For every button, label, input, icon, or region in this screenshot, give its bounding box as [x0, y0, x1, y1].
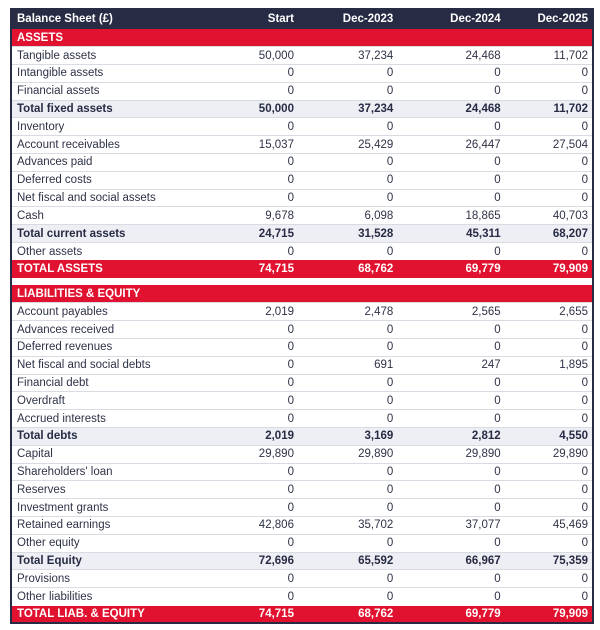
cell-value: 0 — [505, 118, 593, 136]
table-row — [11, 445, 593, 463]
cell-value: 11,702 — [505, 47, 593, 65]
cell-value: 0 — [397, 118, 504, 136]
cell-value: 42,806 — [198, 517, 298, 535]
cell-value: 0 — [198, 65, 298, 83]
cell-value: 691 — [298, 356, 397, 374]
row-label: Tangible assets — [11, 47, 198, 65]
cell-value: 0 — [198, 243, 298, 261]
cell-value: 0 — [505, 410, 593, 428]
cell-value: 0 — [505, 82, 593, 100]
row-label: Deferred revenues — [11, 339, 198, 357]
cell-value: 0 — [505, 321, 593, 339]
cell-value: 0 — [397, 171, 504, 189]
cell-value: 0 — [397, 154, 504, 172]
section-header-row — [11, 29, 593, 47]
cell-value: 0 — [505, 339, 593, 357]
table-row — [11, 243, 593, 261]
cell-value: 0 — [505, 189, 593, 207]
cell-value: 0 — [397, 499, 504, 517]
cell-value: 27,504 — [505, 136, 593, 154]
cell-value: 0 — [505, 588, 593, 606]
cell-value: 0 — [298, 154, 397, 172]
cell-value: 35,702 — [298, 517, 397, 535]
cell-value: 0 — [298, 82, 397, 100]
table-row — [11, 356, 593, 374]
cell-value: 24,468 — [397, 100, 504, 118]
cell-value: 0 — [198, 570, 298, 588]
row-label: Advances received — [11, 321, 198, 339]
cell-value: 29,890 — [505, 445, 593, 463]
cell-value: 37,234 — [298, 47, 397, 65]
cell-value: 0 — [397, 82, 504, 100]
table-row — [11, 303, 593, 321]
column-header-dec-2024: Dec-2024 — [450, 12, 501, 25]
cell-value: 31,528 — [298, 225, 397, 243]
column-header-dec-2025: Dec-2025 — [537, 12, 588, 25]
section-header-label: LIABILITIES & EQUITY — [17, 287, 141, 300]
table-title: Balance Sheet (£) — [17, 12, 113, 25]
row-label: Capital — [11, 445, 198, 463]
cell-value: 0 — [298, 410, 397, 428]
cell-value: 0 — [397, 534, 504, 552]
table-row — [11, 392, 593, 410]
subtotal-row — [11, 225, 593, 243]
cell-value: 0 — [198, 118, 298, 136]
row-label: Retained earnings — [11, 517, 198, 535]
cell-value: 247 — [397, 356, 504, 374]
cell-value: 0 — [198, 481, 298, 499]
row-label: Other assets — [11, 243, 198, 261]
cell-value: 0 — [298, 118, 397, 136]
cell-value: 2,812 — [397, 428, 504, 446]
table-row — [11, 136, 593, 154]
cell-value: 25,429 — [298, 136, 397, 154]
table-row — [11, 154, 593, 172]
cell-value: 24,715 — [198, 225, 298, 243]
row-label: Cash — [11, 207, 198, 225]
table-row — [11, 339, 593, 357]
cell-value: 3,169 — [298, 428, 397, 446]
subtotal-row — [11, 552, 593, 570]
row-label: Account receivables — [11, 136, 198, 154]
cell-value: 29,890 — [397, 445, 504, 463]
row-label: Account payables — [11, 303, 198, 321]
table-row — [11, 374, 593, 392]
cell-value: 1,895 — [505, 356, 593, 374]
cell-value: 66,967 — [397, 552, 504, 570]
grand-total-label: TOTAL ASSETS — [17, 263, 103, 276]
table-row — [11, 588, 593, 606]
row-label: Inventory — [11, 118, 198, 136]
cell-value: 2,655 — [505, 303, 593, 321]
cell-value: 15,037 — [198, 136, 298, 154]
cell-value: 0 — [198, 499, 298, 517]
row-label: Overdraft — [11, 392, 198, 410]
cell-value: 0 — [298, 463, 397, 481]
row-label: Total current assets — [11, 225, 198, 243]
table-row — [11, 207, 593, 225]
table-row — [11, 171, 593, 189]
cell-value: 0 — [505, 499, 593, 517]
cell-value: 0 — [505, 243, 593, 261]
cell-value: 37,234 — [298, 100, 397, 118]
cell-value: 68,207 — [505, 225, 593, 243]
cell-value: 0 — [198, 374, 298, 392]
section-header-label: ASSETS — [17, 31, 64, 44]
cell-value: 0 — [298, 339, 397, 357]
cell-value: 0 — [397, 189, 504, 207]
grand-total-value: 68,762 — [358, 263, 394, 276]
section-gap — [11, 278, 593, 285]
cell-value: 75,359 — [505, 552, 593, 570]
table-row — [11, 189, 593, 207]
row-label: Net fiscal and social debts — [11, 356, 198, 374]
cell-value: 0 — [397, 481, 504, 499]
cell-value: 0 — [397, 570, 504, 588]
cell-value: 50,000 — [198, 100, 298, 118]
cell-value: 0 — [298, 321, 397, 339]
grand-total-value: 69,779 — [465, 263, 501, 276]
cell-value: 0 — [198, 392, 298, 410]
cell-value: 18,865 — [397, 207, 504, 225]
cell-value: 45,469 — [505, 517, 593, 535]
cell-value: 0 — [505, 392, 593, 410]
table-row — [11, 82, 593, 100]
cell-value: 0 — [298, 243, 397, 261]
cell-value: 50,000 — [198, 47, 298, 65]
cell-value: 0 — [198, 588, 298, 606]
table-row — [11, 118, 593, 136]
table-row — [11, 517, 593, 535]
cell-value: 0 — [505, 463, 593, 481]
cell-value: 0 — [198, 356, 298, 374]
section-gap-cell — [11, 278, 593, 285]
table-row — [11, 47, 593, 65]
grand-total-value: 74,715 — [258, 607, 294, 620]
cell-value: 0 — [505, 570, 593, 588]
row-label: Intangible assets — [11, 65, 198, 83]
cell-value: 0 — [397, 65, 504, 83]
grand-total-value: 74,715 — [258, 263, 294, 276]
cell-value: 26,447 — [397, 136, 504, 154]
cell-value: 0 — [397, 588, 504, 606]
cell-value: 0 — [505, 374, 593, 392]
cell-value: 0 — [505, 481, 593, 499]
row-label: Net fiscal and social assets — [11, 189, 198, 207]
cell-value: 0 — [298, 392, 397, 410]
cell-value: 0 — [198, 189, 298, 207]
grand-total-value: 79,909 — [552, 607, 588, 620]
balance-sheet-table — [10, 8, 594, 624]
table-body — [11, 29, 593, 623]
table-row — [11, 65, 593, 83]
row-label: Shareholders' loan — [11, 463, 198, 481]
row-label: Financial debt — [11, 374, 198, 392]
column-header-start: Start — [267, 12, 294, 25]
cell-value: 4,550 — [505, 428, 593, 446]
column-header-dec-2023: Dec-2023 — [342, 12, 394, 25]
cell-value: 0 — [397, 321, 504, 339]
cell-value: 0 — [397, 410, 504, 428]
row-label: Provisions — [11, 570, 198, 588]
cell-value: 2,565 — [397, 303, 504, 321]
cell-value: 2,019 — [198, 428, 298, 446]
cell-value: 0 — [298, 65, 397, 83]
row-label: Other liabilities — [11, 588, 198, 606]
row-label: Total Equity — [11, 552, 198, 570]
cell-value: 0 — [397, 374, 504, 392]
cell-value: 0 — [198, 171, 298, 189]
row-label: Deferred costs — [11, 171, 198, 189]
cell-value: 0 — [505, 154, 593, 172]
cell-value: 0 — [505, 65, 593, 83]
subtotal-row — [11, 100, 593, 118]
table-row — [11, 410, 593, 428]
cell-value: 0 — [298, 189, 397, 207]
grand-total-row — [11, 606, 593, 624]
grand-total-row — [11, 260, 593, 278]
cell-value: 0 — [198, 463, 298, 481]
grand-total-value: 68,762 — [358, 607, 394, 620]
row-label: Investment grants — [11, 499, 198, 517]
section-header-row — [11, 285, 593, 303]
cell-value: 0 — [298, 534, 397, 552]
cell-value: 0 — [198, 321, 298, 339]
cell-value: 0 — [298, 481, 397, 499]
table-row — [11, 481, 593, 499]
cell-value: 72,696 — [198, 552, 298, 570]
row-label: Reserves — [11, 481, 198, 499]
cell-value: 0 — [298, 570, 397, 588]
cell-value: 2,019 — [198, 303, 298, 321]
row-label: Financial assets — [11, 82, 198, 100]
row-label: Total debts — [11, 428, 198, 446]
table-row — [11, 463, 593, 481]
cell-value: 0 — [397, 339, 504, 357]
cell-value: 0 — [298, 499, 397, 517]
cell-value: 11,702 — [505, 100, 593, 118]
cell-value: 65,592 — [298, 552, 397, 570]
grand-total-value: 79,909 — [552, 263, 588, 276]
row-label: Accrued interests — [11, 410, 198, 428]
cell-value: 0 — [505, 171, 593, 189]
cell-value: 0 — [298, 588, 397, 606]
cell-value: 24,468 — [397, 47, 504, 65]
cell-value: 0 — [298, 374, 397, 392]
table-header-row — [11, 8, 593, 29]
cell-value: 45,311 — [397, 225, 504, 243]
cell-value: 29,890 — [198, 445, 298, 463]
cell-value: 0 — [198, 82, 298, 100]
row-label: Advances paid — [11, 154, 198, 172]
cell-value: 0 — [198, 410, 298, 428]
cell-value: 0 — [397, 243, 504, 261]
table-row — [11, 321, 593, 339]
subtotal-row — [11, 428, 593, 446]
table-row — [11, 499, 593, 517]
cell-value: 40,703 — [505, 207, 593, 225]
cell-value: 0 — [397, 463, 504, 481]
cell-value: 0 — [198, 339, 298, 357]
cell-value: 6,098 — [298, 207, 397, 225]
cell-value: 37,077 — [397, 517, 504, 535]
row-label: Total fixed assets — [11, 100, 198, 118]
cell-value: 0 — [397, 392, 504, 410]
cell-value: 0 — [298, 171, 397, 189]
cell-value: 0 — [505, 534, 593, 552]
row-label: Other equity — [11, 534, 198, 552]
grand-total-value: 69,779 — [465, 607, 501, 620]
cell-value: 9,678 — [198, 207, 298, 225]
table-row — [11, 570, 593, 588]
cell-value: 2,478 — [298, 303, 397, 321]
table-row — [11, 534, 593, 552]
cell-value: 0 — [198, 154, 298, 172]
grand-total-label: TOTAL LIAB. & EQUITY — [17, 607, 145, 620]
cell-value: 0 — [198, 534, 298, 552]
cell-value: 29,890 — [298, 445, 397, 463]
